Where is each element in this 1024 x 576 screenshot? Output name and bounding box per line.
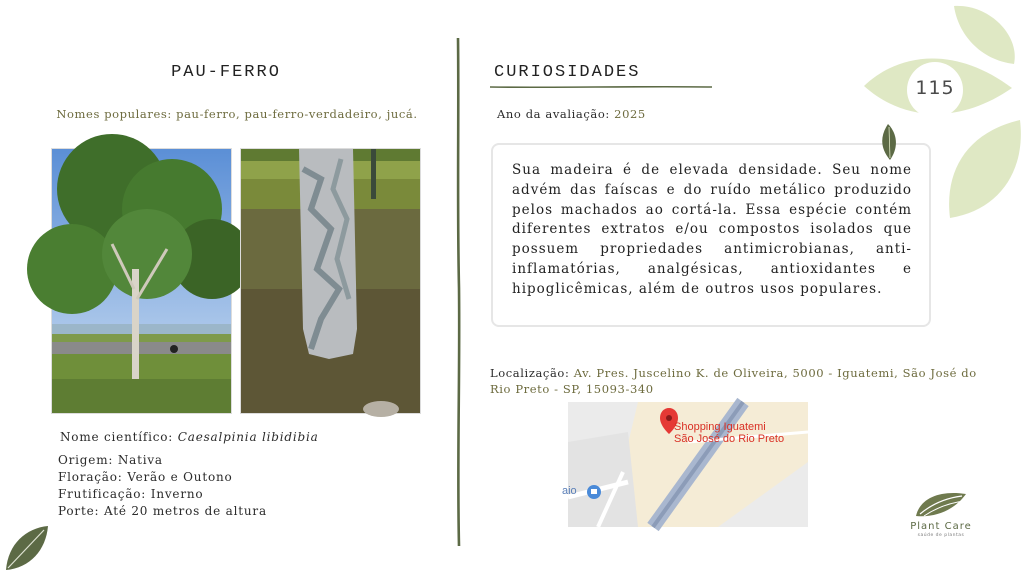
species-facts <box>58 452 267 520</box>
leaf-decoration-bottom-left <box>2 524 52 574</box>
popular-names-label: Nomes populares: <box>56 107 172 121</box>
map-pin-line-2: São José do Rio Preto <box>674 433 785 445</box>
column-divider <box>453 38 465 546</box>
brand-name: Plant Care <box>910 521 972 532</box>
map-pin-line-1: Shopping Iguatemi <box>674 421 766 433</box>
fact-size: Porte: Até 20 metros de altura <box>58 504 267 518</box>
location-map[interactable] <box>562 402 808 527</box>
description-text: Sua madeira é de elevada densidade. Seu nome advém das faíscas e do ruído metálico produzido pelos machados ao cortá-la. Essa espécie contém diferentes extratos e/ou compostos isolados que possuem propriedades antimicrobianas, anti-inflamatórias, analgésicas, antioxidantes e hipoglicêmicas, além de outros usos populares. <box>512 162 912 297</box>
trunk-photo-image <box>241 149 420 413</box>
tree-photo <box>51 148 232 414</box>
species-title: PAU-FERRO <box>171 63 281 82</box>
brand-tagline: saúde de plantas <box>917 533 965 538</box>
evaluation-year-label: Ano da avaliação: <box>497 107 610 121</box>
evaluation-year <box>497 107 646 121</box>
fact-flowering: Floração: Verão e Outono <box>58 470 233 484</box>
scientific-name-value: Caesalpinia libidibia <box>177 430 319 444</box>
location <box>490 366 980 397</box>
scientific-name-label: Nome científico: <box>60 430 174 444</box>
scientific-name <box>60 430 319 444</box>
tree-photo-image <box>52 149 231 413</box>
popular-names <box>0 107 474 121</box>
curiosities-title: CURIOSIDADES <box>494 63 641 82</box>
map-fragment-label: aio <box>562 485 577 497</box>
evaluation-year-value: 2025 <box>614 107 646 121</box>
fact-origin: Origem: Nativa <box>58 453 163 467</box>
location-value: Av. Pres. Juscelino K. de Oliveira, 5000 - Iguatemi, São José do Rio Preto - SP, 15093-340 <box>490 366 977 396</box>
title-underline <box>490 84 712 90</box>
location-label: Localização: <box>490 366 570 380</box>
map-pin-label <box>674 421 784 445</box>
plant-care-logo-icon <box>912 488 970 520</box>
trunk-photo <box>240 148 421 414</box>
fact-fruiting: Frutificação: Inverno <box>58 487 204 501</box>
page-number: 115 <box>915 77 955 99</box>
popular-names-value: pau-ferro, pau-ferro-verdadeiro, jucá. <box>176 107 418 121</box>
